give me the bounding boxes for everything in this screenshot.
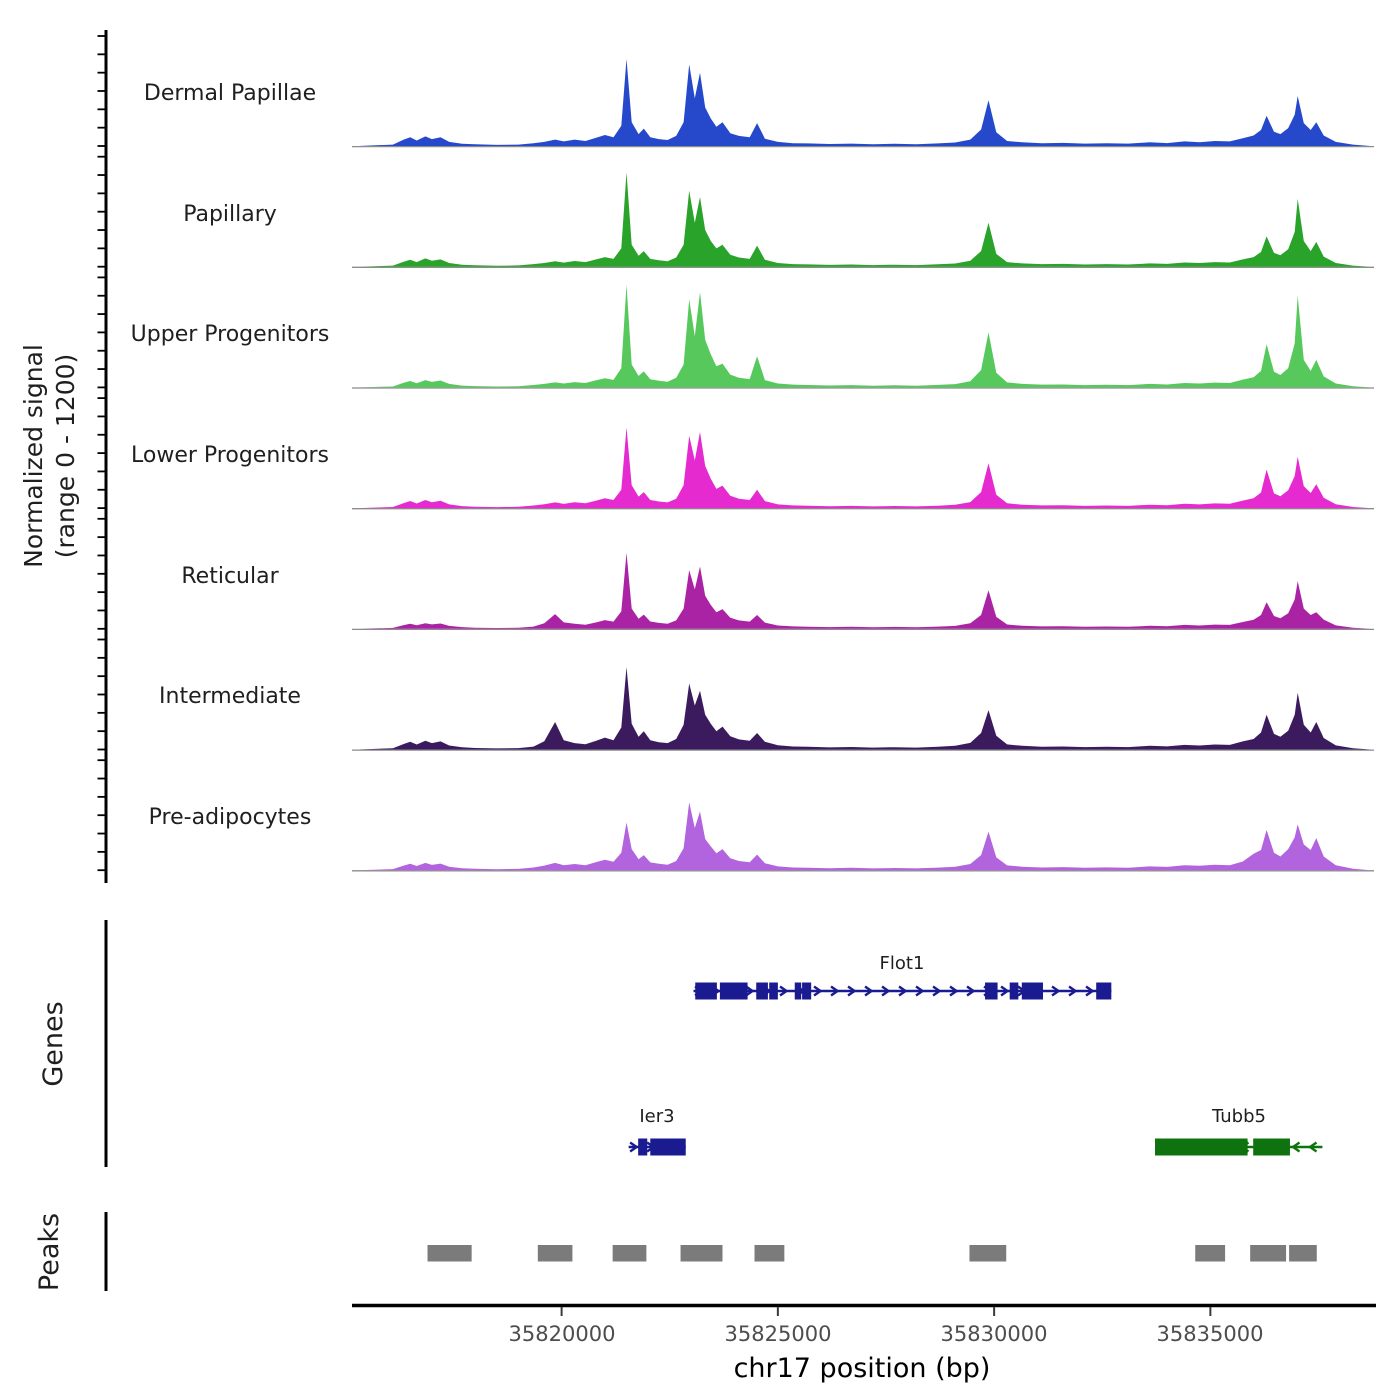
y-axis-ruler xyxy=(98,30,107,883)
gene-exon-flot1 xyxy=(795,983,801,1000)
track-label-dermal-papillae: Dermal Papillae xyxy=(143,81,317,106)
track-label-upper-progenitors: Upper Progenitors xyxy=(130,322,330,347)
x-tick-label-35830000: 35830000 xyxy=(940,1322,1048,1346)
x-tick-label-35825000: 35825000 xyxy=(724,1322,832,1346)
gene-exon-flot1 xyxy=(1010,983,1019,1000)
track-label-pre-adipocytes: Pre-adipocytes xyxy=(148,805,312,830)
track-labels xyxy=(131,81,330,830)
x-axis-title: chr17 position (bp) xyxy=(733,1353,991,1384)
track-label-reticular: Reticular xyxy=(181,564,279,589)
genes-section-label: Genes xyxy=(38,1001,69,1087)
y-axis-label-line1: Normalized signal xyxy=(19,344,48,568)
genes-track xyxy=(106,920,1322,1167)
signal-area-reticular xyxy=(358,553,1370,629)
peak-call-box xyxy=(538,1245,573,1262)
x-tick-label-35835000: 35835000 xyxy=(1156,1322,1264,1346)
peak-call-box xyxy=(428,1245,472,1262)
gene-exon-flot1 xyxy=(695,983,717,1000)
peak-call-box xyxy=(969,1245,1006,1262)
signal-area-lower-progenitors xyxy=(358,427,1370,508)
peak-call-box xyxy=(1195,1245,1225,1262)
gene-exon-flot1 xyxy=(756,983,768,1000)
track-label-intermediate: Intermediate xyxy=(159,684,301,709)
gene-exon-tubb5 xyxy=(1155,1139,1248,1156)
signal-area-dermal-papillae xyxy=(358,59,1370,146)
gene-exon-ier3 xyxy=(650,1139,685,1156)
signal-area-intermediate xyxy=(358,667,1370,750)
x-axis xyxy=(352,1306,1376,1317)
gene-exon-flot1 xyxy=(1022,983,1043,1000)
peak-call-box xyxy=(1289,1245,1317,1262)
y-axis-label-line2: (range 0 - 1200) xyxy=(51,353,80,559)
gene-exon-flot1 xyxy=(1096,983,1111,1000)
peak-call-box xyxy=(681,1245,723,1262)
gene-exon-flot1 xyxy=(769,983,778,1000)
peaks-section-label: Peaks xyxy=(34,1212,65,1292)
peak-call-box xyxy=(1250,1245,1286,1262)
gene-labels xyxy=(639,953,1266,1127)
x-tick-label-35820000: 35820000 xyxy=(508,1322,616,1346)
gene-exon-flot1 xyxy=(985,983,998,1000)
signal-area-papillary xyxy=(358,172,1370,266)
peak-call-box xyxy=(755,1245,785,1262)
x-tick-labels xyxy=(509,1322,1264,1346)
signal-area-pre-adipocytes xyxy=(358,802,1370,870)
peaks-track xyxy=(106,1212,1317,1291)
gene-exon-flot1 xyxy=(802,983,811,1000)
gene-exon-tubb5 xyxy=(1253,1139,1290,1156)
gene-label-flot1: Flot1 xyxy=(879,953,925,974)
signal-area-upper-progenitors xyxy=(358,285,1370,388)
track-label-lower-progenitors: Lower Progenitors xyxy=(131,443,329,468)
gene-label-ier3: Ier3 xyxy=(639,1106,675,1127)
track-label-papillary: Papillary xyxy=(183,202,277,227)
peak-call-box xyxy=(613,1245,647,1262)
gene-label-tubb5: Tubb5 xyxy=(1212,1106,1266,1127)
gene-exon-ier3 xyxy=(638,1139,647,1156)
signal-tracks xyxy=(352,59,1374,871)
gene-exon-flot1 xyxy=(720,983,748,1000)
